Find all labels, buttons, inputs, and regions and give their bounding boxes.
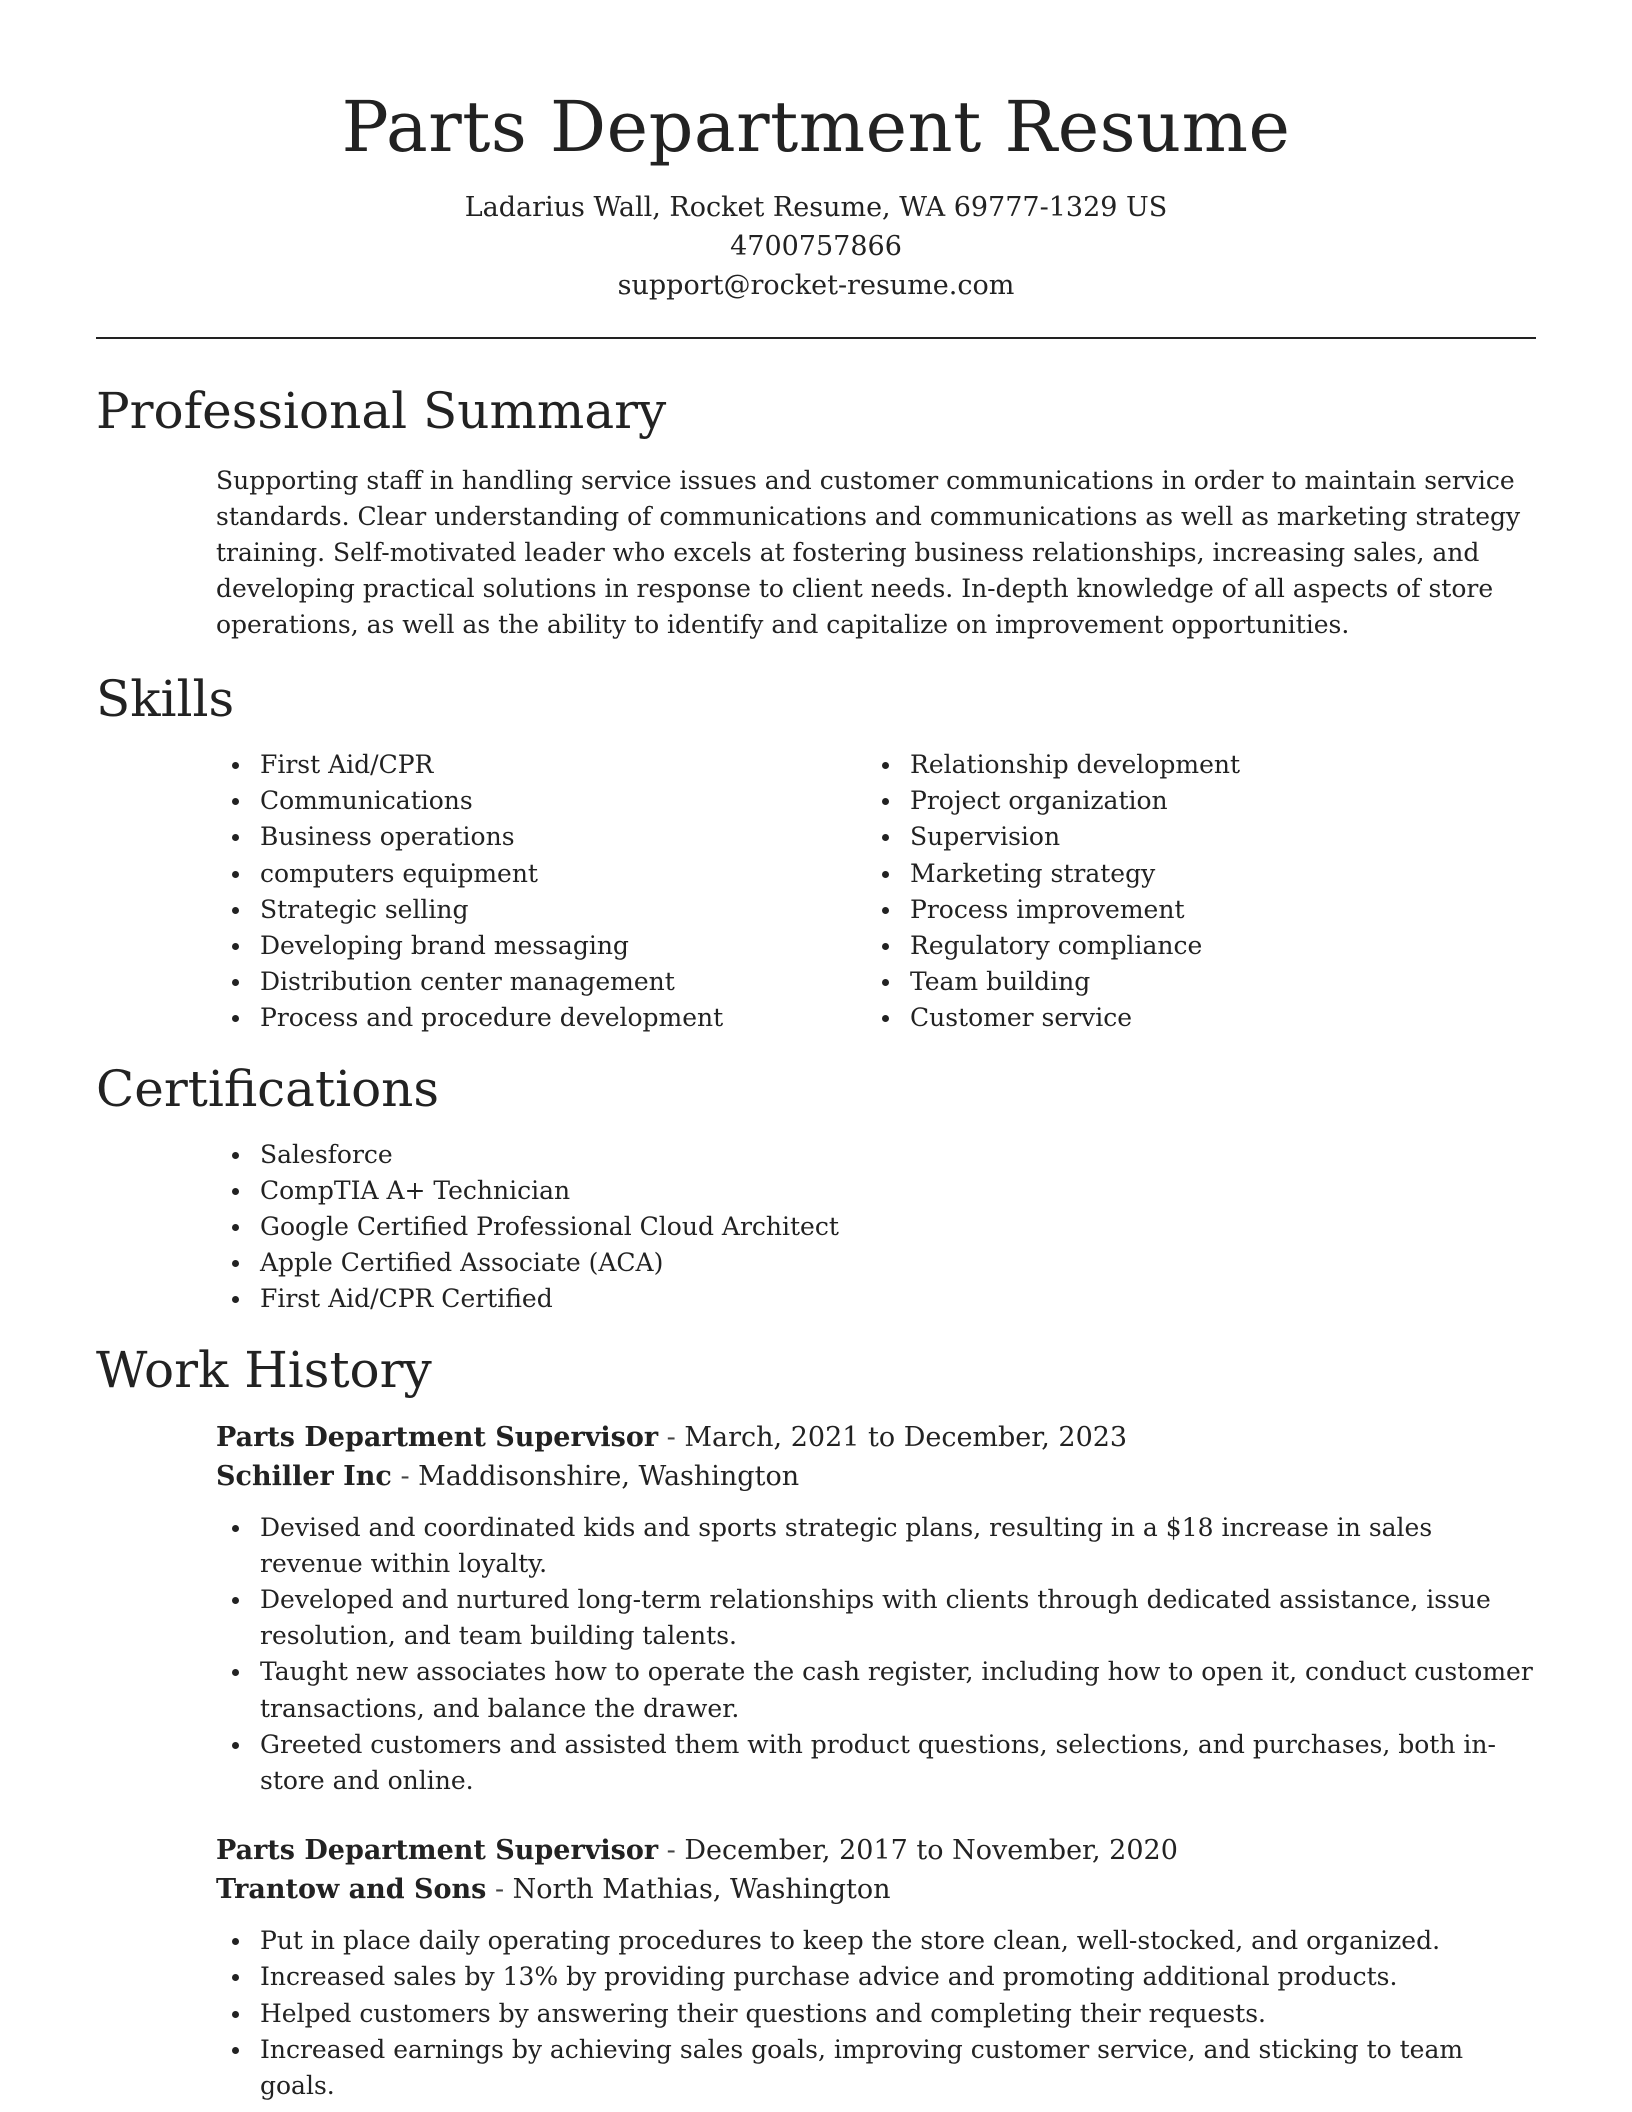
job-location: North Mathias, Washington	[512, 1874, 891, 1906]
job-title-line: Parts Department Supervisor - December, 2017 to November, 2020	[216, 1835, 1178, 1867]
job-duty-item: Developed and nurtured long-term relationships with clients through dedicated assistance, issue resolution, and team building talents.	[216, 1582, 1536, 1654]
job-company: Schiller Inc	[216, 1460, 392, 1492]
contact-phone: 4700757866	[730, 231, 902, 262]
job-duty-item: Taught new associates how to operate the cash register, including how to open it, conduct customer transactions, and balance the drawer.	[216, 1654, 1536, 1726]
job-title: Parts Department Supervisor	[216, 1421, 659, 1453]
certifications-list	[216, 1137, 1536, 1318]
skill-item: Communications	[216, 783, 866, 819]
skill-item: Regulatory compliance	[866, 928, 1516, 964]
summary-text: Supporting staff in handling service issues and customer communications in order to maintain service standards. Clear understanding of communications and communications as well as marketing strategy training. Self-motivated leader who excels at fostering business relationships, increasing sales, and developing practical solutions in response to client needs. In-depth knowledge of all aspects of store operations, as well as the ability to identify and capitalize on improvement opportunities.	[216, 466, 1521, 639]
skills-right-list	[866, 747, 1516, 1037]
certifications-heading: Certifications	[96, 1059, 440, 1118]
job-title: Parts Department Supervisor	[216, 1835, 659, 1867]
job-dates: March, 2021 to December, 2023	[684, 1421, 1128, 1453]
job-duty-item: Increased sales by 13% by providing purchase advice and promoting additional products.	[216, 1959, 1536, 1995]
summary-heading: Professional Summary	[96, 382, 667, 440]
skill-item: Project organization	[866, 783, 1516, 819]
contact-block	[96, 188, 1536, 305]
skill-item: Developing brand messaging	[216, 928, 866, 964]
skill-item: Business operations	[216, 819, 866, 855]
skill-item: computers equipment	[216, 856, 866, 892]
job-company-line: Schiller Inc - Maddisonshire, Washington	[216, 1460, 800, 1492]
skill-item: First Aid/CPR	[216, 747, 866, 783]
job-duties-list	[216, 1510, 1536, 1800]
header-divider	[96, 337, 1536, 339]
job-entry	[216, 1418, 1536, 1800]
skill-item: Team building	[866, 964, 1516, 1000]
job-duty-item: Increased earnings by achieving sales goals, improving customer service, and sticking to team goals.	[216, 2032, 1536, 2104]
job-duty-item: Put in place daily operating procedures to keep the store clean, well-stocked, and organized.	[216, 1923, 1536, 1959]
skill-item: Process improvement	[866, 892, 1516, 928]
contact-address: Ladarius Wall, Rocket Resume, WA 69777-1329 US	[464, 192, 1168, 223]
resume-title: Parts Department Resume	[341, 86, 1291, 168]
skill-item: Strategic selling	[216, 892, 866, 928]
job-company-line: Trantow and Sons - North Mathias, Washington	[216, 1874, 891, 1906]
job-duty-item: Greeted customers and assisted them with product questions, selections, and purchases, both in-store and online.	[216, 1727, 1536, 1799]
skill-item: Marketing strategy	[866, 856, 1516, 892]
skill-item: Relationship development	[866, 747, 1516, 783]
skills-left-list	[216, 747, 866, 1037]
job-duty-item: Devised and coordinated kids and sports strategic plans, resulting in a $18 increase in sales revenue within loyalty.	[216, 1510, 1536, 1582]
skills-heading: Skills	[96, 670, 235, 728]
certification-item: First Aid/CPR Certified	[216, 1281, 1536, 1317]
job-entry	[216, 1831, 1536, 2104]
certification-item: Salesforce	[216, 1137, 1536, 1173]
certification-item: Google Certified Professional Cloud Architect	[216, 1209, 1536, 1245]
job-dates: December, 2017 to November, 2020	[684, 1835, 1178, 1867]
skill-item: Supervision	[866, 819, 1516, 855]
job-title-line: Parts Department Supervisor - March, 2021 to December, 2023	[216, 1421, 1128, 1453]
skill-item: Distribution center management	[216, 964, 866, 1000]
certification-item: CompTIA A+ Technician	[216, 1173, 1536, 1209]
work-history-heading: Work History	[96, 1340, 432, 1399]
job-duties-list	[216, 1923, 1536, 2104]
contact-email: support@rocket-resume.com	[617, 270, 1015, 301]
job-company: Trantow and Sons	[216, 1874, 487, 1906]
job-location: Maddisonshire, Washington	[418, 1460, 800, 1492]
certification-item: Apple Certified Associate (ACA)	[216, 1245, 1536, 1281]
skill-item: Customer service	[866, 1000, 1516, 1036]
skills-columns	[216, 747, 1536, 1037]
skill-item: Process and procedure development	[216, 1000, 866, 1036]
job-duty-item: Helped customers by answering their questions and completing their requests.	[216, 1996, 1536, 2032]
